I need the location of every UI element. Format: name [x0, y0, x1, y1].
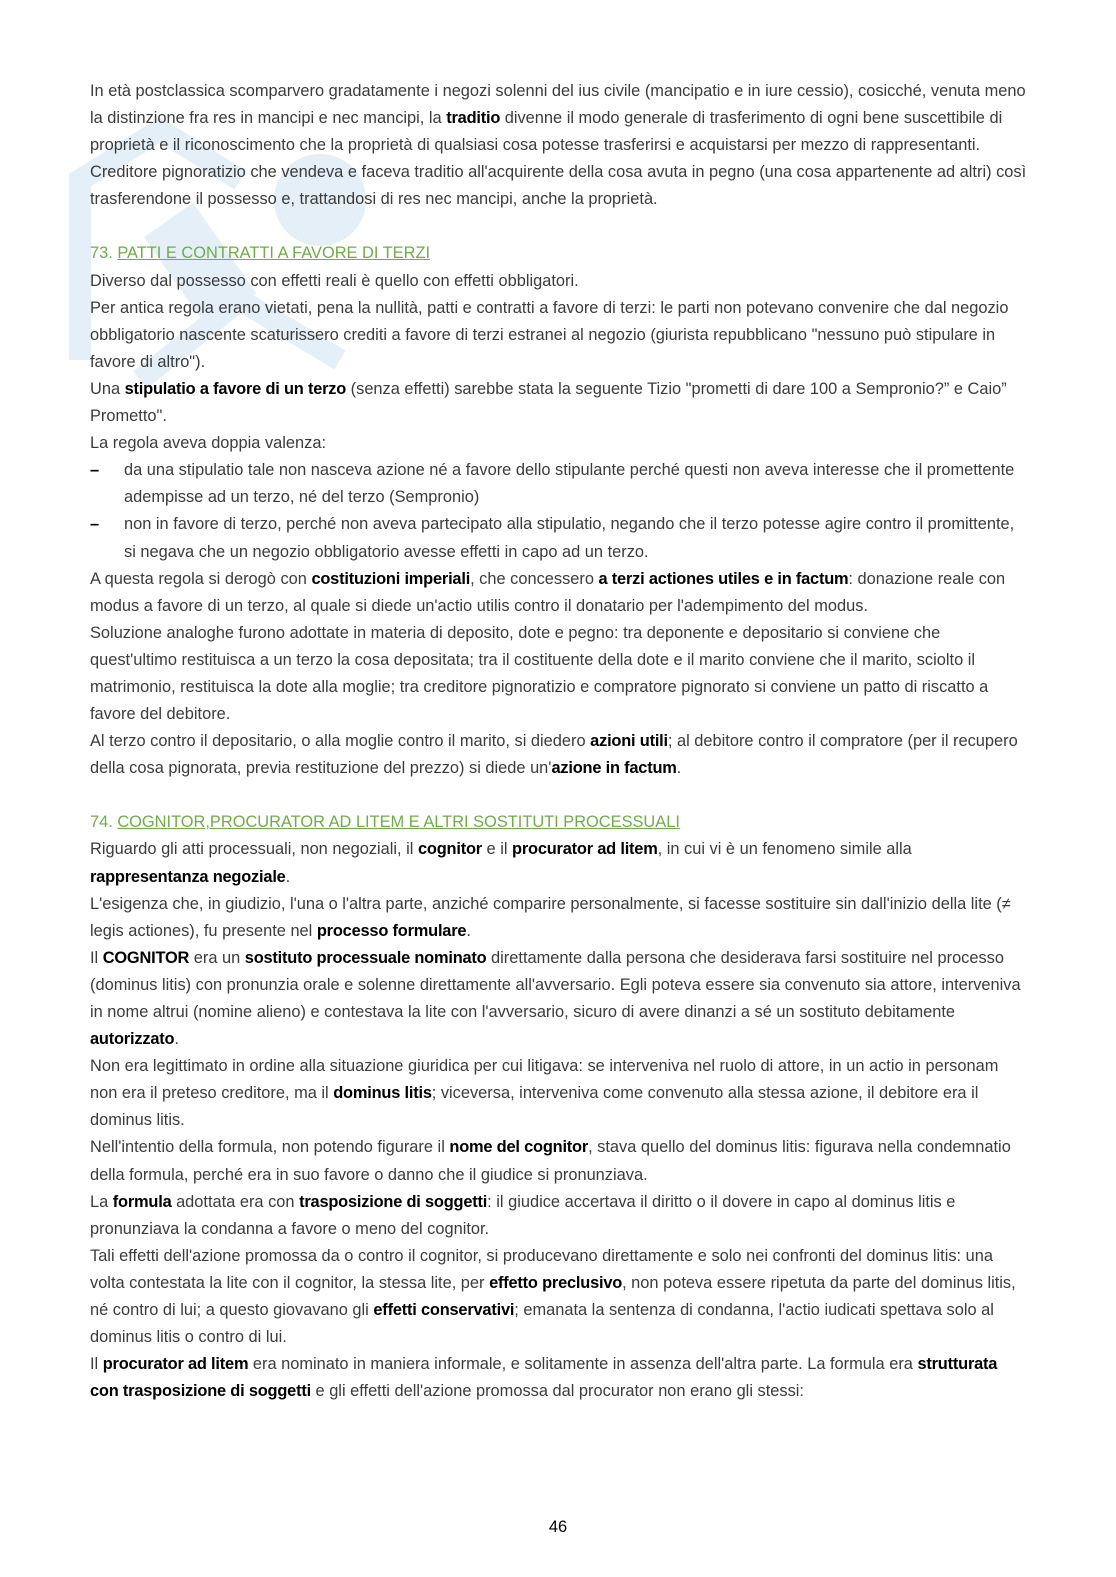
bold-term: stipulatio a favore di un terzo	[124, 379, 347, 398]
bold-term: effetto preclusivo	[489, 1273, 623, 1292]
text-run: In età postclassica scomparvero gradatamente i negozi solenni del ius civile (mancipatio e in iure cessio), cosicché, venuta meno la distinzione fra res in mancipi e nec mancipi, la	[90, 82, 1026, 128]
text-run: Riguardo gli atti processuali, non negoziali, il	[90, 840, 418, 859]
bold-term: azioni utili	[590, 732, 668, 751]
bold-term: azione in factum	[551, 759, 677, 778]
bold-term: COGNITOR	[102, 948, 190, 967]
dash-bullet-icon: –	[90, 461, 100, 480]
bold-term: trasposizione di soggetti	[299, 1192, 488, 1211]
text-run: : donazione reale con modus a favore di un terzo, al quale si diede un'actio utilis contro il donatario per l'adempimento del modus.	[90, 569, 1006, 615]
section-74-paragraph	[90, 1134, 1030, 1188]
text-run: , che concessero	[470, 569, 599, 588]
section-74-number: 74.	[90, 813, 118, 832]
section-74-paragraph	[90, 1053, 1030, 1134]
document-body	[90, 78, 1030, 1405]
text-run: Il	[90, 1355, 103, 1374]
text-run: e gli effetti dell'azione promossa dal procurator non erano gli stessi:	[310, 1382, 804, 1401]
text-run: .	[174, 1030, 179, 1049]
text-run: Una	[90, 379, 125, 398]
text-run: divenne il modo generale di trasferimento di ogni bene suscettibile di proprietà e il riconoscimento che la proprietà di qualsiasi cosa potesse trasferirsi e acquistarsi per mezzo di rappresentanti.	[90, 109, 1003, 155]
bold-term: processo formulare	[316, 921, 467, 940]
bold-term: costituzioni imperiali	[311, 569, 471, 588]
bold-term: cognitor	[418, 840, 482, 859]
text-run: , in cui vi è un fenomeno simile alla	[657, 840, 912, 859]
bold-term: traditio	[446, 109, 501, 128]
text-run: e il	[481, 840, 513, 859]
list-item-text: non in favore di terzo, perché non aveva partecipato alla stipulatio, negando che il terzo potesse agire contro il promittente, si negava che un negozio obbligatorio avesse effetti in capo ad un terzo.	[124, 515, 1015, 561]
section-73-paragraph	[90, 268, 1030, 295]
bold-term: autorizzato	[90, 1030, 175, 1049]
page-number: 46	[548, 1518, 568, 1536]
text-run: , stava quello del dominus litis: figurava nella condemnatio della formula, perché era in suo favore o danno che il giudice si pronunziava.	[90, 1138, 1011, 1184]
text-run: La	[90, 1192, 113, 1211]
bold-term: a terzi actiones utiles e in factum	[598, 569, 849, 588]
text-run: direttamente dalla persona che desiderava farsi sostituire nel processo (dominus litis) con pronunzia orale e solenne direttamente all'avversario. Egli poteva essere sia convenuto sia attore, interveniva in nome altrui (nomine alieno) e contestava la lite con l'avversario, sicuro di avere dinanzi a sé un sostituto debitamente	[90, 948, 1021, 1021]
bold-term: nome del cognitor	[449, 1138, 589, 1157]
list-item-text: da una stipulatio tale non nasceva azione né a favore dello stipulante perché questi non aveva interesse che il promettente adempisse ad un terzo, né del terzo (Sempronio)	[124, 461, 1015, 507]
bold-term: procurator ad litem	[512, 840, 658, 859]
text-run: Non era legittimato in ordine alla situazione giuridica per cui litigava: se interveniva nel ruolo di attore, in un actio in personam non era il preteso creditore, ma il	[90, 1057, 999, 1103]
section-74-title: COGNITOR,PROCURATOR AD LITEM E ALTRI SOSTITUTI PROCESSUALI	[117, 813, 680, 832]
section-73-number: 73.	[90, 244, 118, 263]
text-run: Il	[90, 948, 103, 967]
text-run: : il giudice accertava il diritto o il dovere in capo al dominus litis e pronunziava la condanna a favore o meno del cognitor.	[90, 1192, 956, 1238]
bold-term: formula	[112, 1192, 172, 1211]
text-run: La regola aveva doppia valenza:	[90, 434, 327, 453]
list-item	[90, 457, 1030, 511]
text-run: L'esigenza che, in giudizio, l'una o l'altra parte, anziché comparire personalmente, si facesse sostituire sin dall'inizio della lite (≠ legis actiones), fu presente nel	[90, 894, 1011, 940]
text-run: .	[676, 759, 682, 778]
bold-term: sostituto processuale nominato	[244, 948, 487, 967]
bold-term: strutturata con trasposizione di soggetti	[90, 1355, 998, 1401]
section-73-list	[90, 457, 1030, 565]
text-run: Per antica regola erano vietati, pena la nullità, patti e contratti a favore di terzi: le parti non potevano convenire che dal negozio obbligatorio nascente scaturissero crediti a favore di terzi estranei al negozio (giurista repubblicano "nessuno può stipulare in favore di altro").	[90, 298, 1009, 371]
section-74-heading	[90, 809, 1030, 836]
section-73-paragraph	[90, 620, 1030, 728]
section-74-paragraph	[90, 1243, 1030, 1351]
text-run: Tali effetti dell'azione promossa da o contro il cognitor, si producevano direttamente e solo nei confronti del dominus litis: una volta contestata la lite con il cognitor, la stessa lite, per	[90, 1246, 994, 1292]
text-run: adottata era con	[171, 1192, 300, 1211]
section-73-paragraphs	[90, 268, 1030, 458]
intro-paragraph	[90, 78, 1030, 159]
section-73-paragraph	[90, 566, 1030, 620]
text-run: Nell'intentio della formula, non potendo figurare il	[90, 1138, 450, 1157]
section-73-paragraphs-after	[90, 566, 1030, 783]
text-run: .	[466, 921, 471, 940]
text-run: .	[285, 867, 291, 886]
section-73-paragraph	[90, 295, 1030, 376]
text-run: Creditore pignoratizio che vendeva e faceva traditio all'acquirente della cosa avuta in pegno (una cosa appartenente ad altri) così trasferendone il possesso e, trattandosi di res nec mancipi, anche la proprietà.	[90, 163, 1027, 209]
section-74-paragraph	[90, 836, 1030, 890]
section-74-paragraphs	[90, 836, 1030, 1405]
text-run: Al terzo contro il depositario, o alla moglie contro il marito, si diedero	[90, 732, 591, 751]
bold-term: procurator ad litem	[102, 1355, 249, 1374]
text-run: era nominato in maniera informale, e solitamente in assenza dell'altra parte. La formula era	[248, 1355, 918, 1374]
bold-term: dominus litis	[333, 1084, 432, 1103]
bold-term: effetti conservativi	[373, 1301, 515, 1320]
section-74-paragraph	[90, 1189, 1030, 1243]
section-73-paragraph	[90, 376, 1030, 430]
text-run: , non poteva essere ripetuta da parte del dominus litis, né contro di lui; a questo giovavano gli	[90, 1273, 1016, 1320]
section-74-paragraph	[90, 891, 1030, 945]
section-74-paragraph	[90, 1351, 1030, 1405]
section-74-paragraph	[90, 945, 1030, 1053]
intro-paragraph	[90, 159, 1030, 213]
list-item	[90, 511, 1030, 565]
section-73-heading	[90, 240, 1030, 267]
text-run: ; viceversa, interveniva come convenuto alla stessa azione, il debitore era il dominus litis.	[90, 1084, 979, 1130]
text-run: (senza effetti) sarebbe stata la seguente Tizio "prometti di dare 100 a Sempronio?” e Caio” Prometto".	[90, 379, 1007, 426]
text-run: ; al debitore contro il compratore (per il recupero della cosa pignorata, previa restituzione del prezzo) si diede un'	[90, 732, 1018, 778]
intro-paragraphs	[90, 78, 1030, 213]
text-run: Soluzione analoghe furono adottate in materia di deposito, dote e pegno: tra deponente e depositario si conviene che quest'ultimo restituisca a un terzo la cosa depositata; tra il costituente della dote e il marito conviene che il marito, sciolto il matrimonio, restituisca la dote alla moglie; tra creditore pignoratizio e compratore pignorato si conviene un patto di riscatto a favore del debitore.	[90, 623, 989, 724]
text-run: ; emanata la sentenza di condanna, l'actio iudicati spettava solo al dominus litis o contro di lui.	[90, 1301, 994, 1347]
section-73-title: PATTI E CONTRATTI A FAVORE DI TERZI	[117, 244, 431, 263]
text-run: Diverso dal possesso con effetti reali è quello con effetti obbligatori.	[90, 271, 579, 290]
text-run: A questa regola si derogò con	[90, 569, 312, 588]
dash-bullet-icon: –	[90, 515, 100, 534]
section-73-paragraph	[90, 728, 1030, 782]
bold-term: rappresentanza negoziale	[90, 867, 286, 886]
text-run: era un	[189, 948, 245, 967]
section-73-paragraph	[90, 430, 1030, 457]
